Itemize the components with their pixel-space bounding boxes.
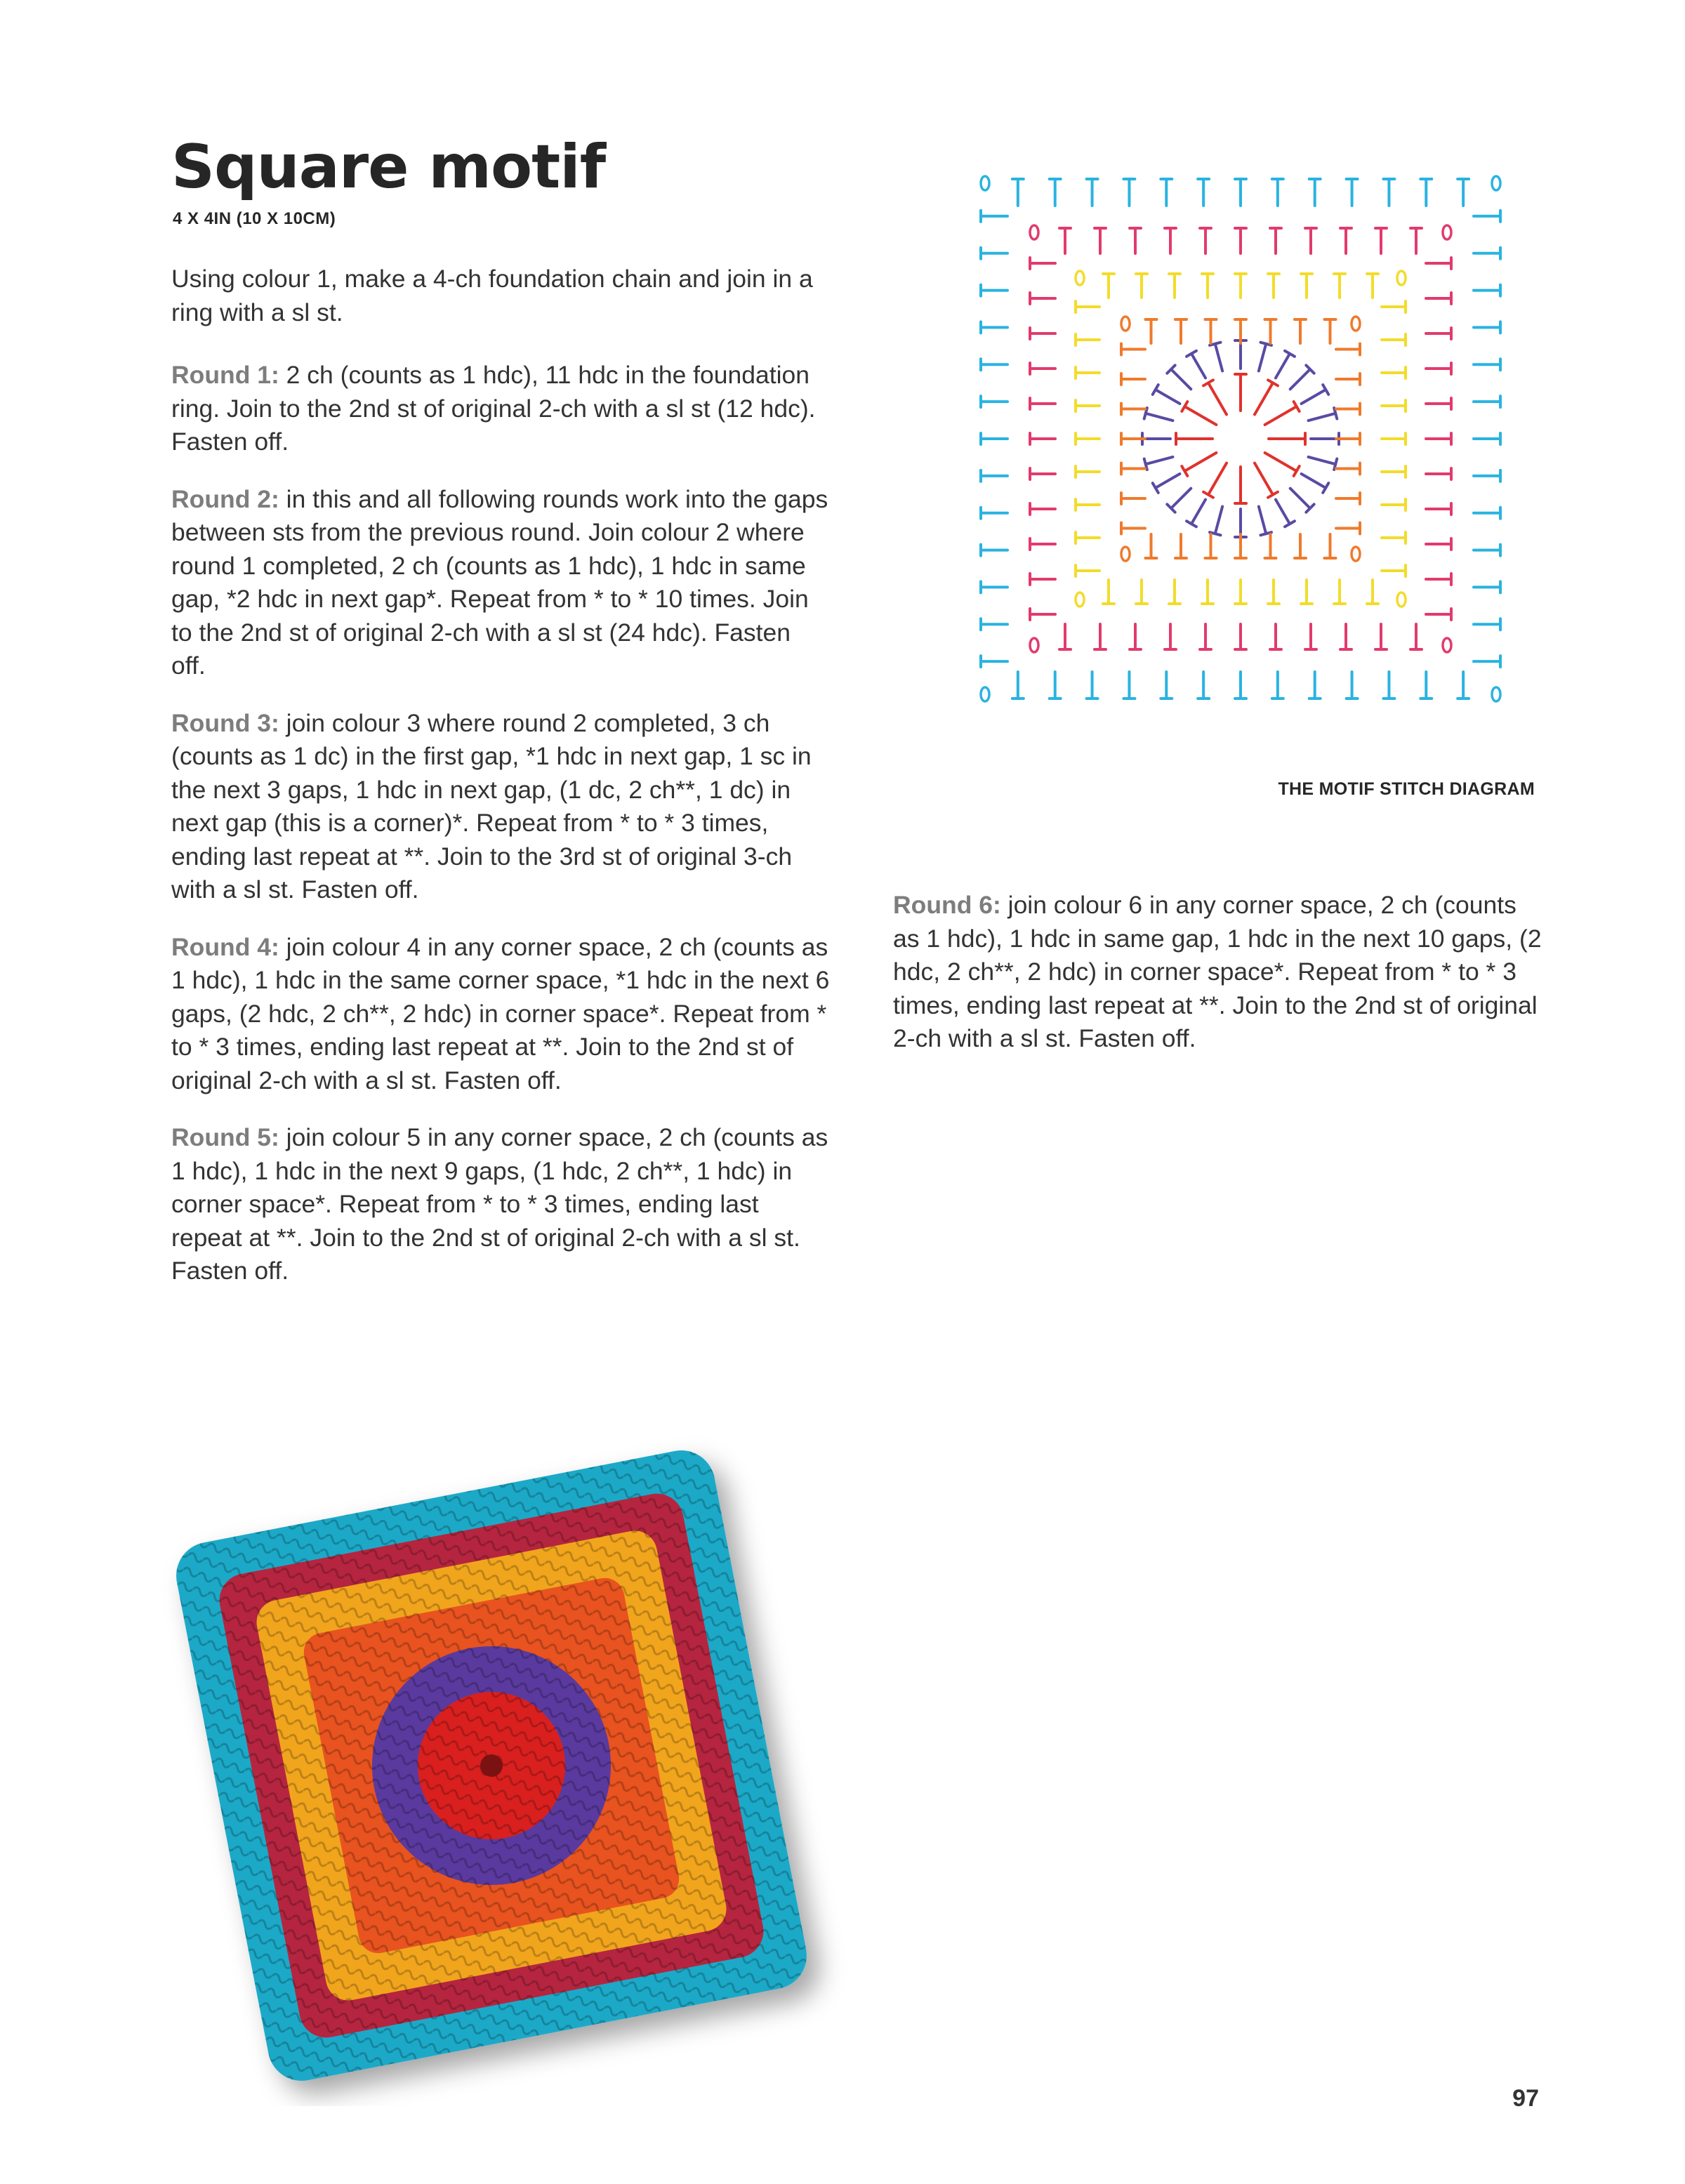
- round-3-stitch-symbol: [1205, 534, 1217, 558]
- chain-stitch-symbol: [981, 687, 989, 701]
- round-2-stitch-symbol: [1167, 365, 1195, 393]
- round-2-stitch-symbol: [1210, 505, 1228, 536]
- round-5-stitch-symbol: [1030, 328, 1055, 339]
- round-6-stitch-symbol: [1198, 672, 1209, 699]
- round-2-stitch-symbol: [1153, 385, 1183, 409]
- round-4-stitch-symbol: [1076, 433, 1099, 444]
- round-6-stitch-symbol: [1474, 508, 1500, 519]
- round-6-stitch-symbol: [1474, 211, 1500, 222]
- round-3-stitch-symbol: [1336, 493, 1360, 504]
- round-5-stitch-symbol: [1030, 433, 1055, 444]
- round-4-stitch-symbol: [1382, 532, 1406, 543]
- round-3-stitch-symbol: [1121, 373, 1145, 385]
- chain-stitch-symbol: [1397, 271, 1406, 285]
- intro-paragraph: Using colour 1, make a 4-ch foundation chain and join in a ring with a sl st.: [171, 265, 813, 326]
- round-6-stitch-symbol: [1474, 656, 1500, 667]
- round-6-stitch-symbol: [1161, 179, 1172, 206]
- round-4-stitch-symbol: [1301, 274, 1312, 298]
- round-3-stitch-symbol: [1336, 463, 1360, 475]
- round-3-stitch-symbol: [1265, 319, 1276, 343]
- round-3-stitch-symbol: [1146, 319, 1157, 343]
- round-6-stitch-symbol: [1474, 470, 1500, 482]
- round-6-stitch-symbol: [981, 581, 1007, 593]
- round-2-stitch-symbol: [1187, 497, 1210, 527]
- round-4-label: Round 4:: [171, 932, 279, 961]
- round-5-stitch-symbol: [1030, 503, 1055, 515]
- instructions-column-left: [171, 263, 831, 1312]
- round-6-stitch-symbol: [1235, 672, 1246, 699]
- round-6-stitch-symbol: [981, 285, 1007, 296]
- round-6-stitch-symbol: [1050, 179, 1061, 206]
- round-5-stitch-symbol: [1095, 228, 1106, 253]
- round-4-stitch-symbol: [1334, 274, 1345, 298]
- round-1-stitch-symbol: [1262, 402, 1300, 430]
- round-2-text: in this and all following rounds work into the gaps between sts from the previous round. Join colour 2 where round 1 completed, 2 ch (counts as 1 hdc), 1 hdc in same gap, *2 hdc in next gap*. Repeat from * to * 10 times. Join to the 2nd st of original 2-ch with a sl st (24 hdc). Fasten off.: [171, 484, 828, 680]
- round-5-stitch-symbol: [1030, 398, 1055, 409]
- round-5-text: join colour 5 in any corner space, 2 ch (counts as 1 hdc), 1 hdc in the next 9 gaps, (1 hdc, 2 ch**, 1 hdc) in corner space*. Repeat from * to * 3 times, ending last repeat at **. Join to the 2nd st of original 2-ch with a sl st. Fasten off.: [171, 1123, 828, 1285]
- round-5-stitch-symbol: [1030, 363, 1055, 374]
- round-5-stitch-symbol: [1426, 398, 1451, 409]
- round-6-stitch-symbol: [981, 211, 1007, 222]
- round-4-paragraph: [171, 931, 831, 1098]
- round-3-stitch-symbol: [1175, 534, 1187, 558]
- round-6-stitch-symbol: [1474, 581, 1500, 593]
- round-2-stitch-symbol: [1187, 351, 1210, 381]
- round-6-stitch-symbol: [1012, 179, 1024, 206]
- round-1-paragraph: [171, 359, 831, 459]
- round-5-stitch-symbol: [1426, 574, 1451, 585]
- round-6-stitch-symbol: [1347, 672, 1358, 699]
- round-5-stitch-symbol: [1305, 228, 1316, 253]
- round-6-stitch-symbol: [1474, 396, 1500, 407]
- motif-size: 4 X 4IN (10 X 10CM): [173, 209, 336, 228]
- round-6-stitch-symbol: [1123, 672, 1135, 699]
- round-5-stitch-symbol: [1030, 609, 1055, 620]
- round-6-stitch-symbol: [1123, 179, 1135, 206]
- round-6-stitch-symbol: [1050, 672, 1061, 699]
- round-1-stitch-symbol: [1176, 433, 1212, 444]
- round-4-stitch-symbol: [1367, 274, 1378, 298]
- round-2-stitch-symbol: [1153, 469, 1183, 493]
- round-3-stitch-symbol: [1336, 404, 1360, 415]
- round-5-stitch-symbol: [1030, 538, 1055, 550]
- round-5-stitch-symbol: [1426, 503, 1451, 515]
- round-5-stitch-symbol: [1340, 228, 1352, 253]
- round-6-stitch-symbol: [1458, 179, 1469, 206]
- round-4-stitch-symbol: [1235, 274, 1246, 298]
- round-3-stitch-symbol: [1175, 319, 1187, 343]
- round-5-stitch-symbol: [1130, 624, 1141, 649]
- round-6-stitch-symbol: [1198, 179, 1209, 206]
- round-6-stitch-symbol: [1474, 545, 1500, 556]
- round-1-text: 2 ch (counts as 1 hdc), 11 hdc in the foundation ring. Join to the 2nd st of original 2-ch with a sl st (12 hdc). Fasten off.: [171, 361, 816, 456]
- round-1-stitch-symbol: [1250, 380, 1278, 417]
- round-3-label: Round 3:: [171, 708, 279, 737]
- round-6-stitch-symbol: [981, 618, 1007, 630]
- round-6-text: join colour 6 in any corner space, 2 ch (counts as 1 hdc), 1 hdc in same gap, 1 hdc in the next 10 gaps, (2 hdc, 2 ch**, 2 hdc) in corner space*. Repeat from * to * 3 times, ending last repeat at **. Join to the 2nd st of original 2-ch with a sl st. Fasten off.: [893, 891, 1542, 1052]
- round-6-stitch-symbol: [1420, 672, 1432, 699]
- crochet-square: [171, 1445, 813, 2087]
- round-1-stitch-symbol: [1235, 467, 1246, 503]
- round-2-stitch-symbol: [1167, 484, 1195, 512]
- round-4-stitch-symbol: [1076, 367, 1099, 378]
- round-4-stitch-symbol: [1169, 580, 1180, 604]
- round-5-stitch-symbol: [1426, 433, 1451, 444]
- round-5-stitch-symbol: [1200, 624, 1211, 649]
- round-4-stitch-symbol: [1136, 274, 1147, 298]
- round-6-stitch-symbol: [1474, 359, 1500, 370]
- round-4-stitch-symbol: [1382, 499, 1406, 510]
- round-5-stitch-symbol: [1165, 228, 1176, 253]
- round-3-stitch-symbol: [1295, 534, 1306, 558]
- round-5-stitch-symbol: [1030, 574, 1055, 585]
- chain-stitch-symbol: [1352, 547, 1360, 561]
- round-4-stitch-symbol: [1382, 400, 1406, 411]
- round-6-stitch-symbol: [981, 322, 1007, 333]
- round-4-stitch-symbol: [1301, 580, 1312, 604]
- round-4-text: join colour 4 in any corner space, 2 ch (counts as 1 hdc), 1 hdc in the same corner space, *1 hdc in the next 6 gaps, (2 hdc, 2 ch**, 2 hdc) in corner space*. Repeat from * to * 3 times, ending last repeat at **. Join to the 2nd st of original 2-ch with a sl st. Fasten off.: [171, 932, 830, 1094]
- instructions-column-right: [893, 889, 1546, 1080]
- round-6-stitch-symbol: [1474, 248, 1500, 259]
- chain-stitch-symbol: [1030, 638, 1038, 652]
- round-1-stitch-symbol: [1269, 433, 1305, 444]
- round-2-stitch-symbol: [1299, 469, 1329, 493]
- round-2-stitch-symbol: [1210, 343, 1228, 373]
- round-5-stitch-symbol: [1095, 624, 1106, 649]
- crochet-square-photo: [119, 1425, 864, 2106]
- round-6-stitch-symbol: [1474, 433, 1500, 444]
- round-4-stitch-symbol: [1136, 580, 1147, 604]
- round-4-stitch-symbol: [1076, 499, 1099, 510]
- round-2-label: Round 2:: [171, 484, 279, 513]
- round-4-stitch-symbol: [1367, 580, 1378, 604]
- round-6-stitch-symbol: [981, 545, 1007, 556]
- round-2-stitch-symbol: [1253, 505, 1271, 536]
- round-4-stitch-symbol: [1076, 301, 1099, 312]
- round-6-stitch-symbol: [1458, 672, 1469, 699]
- round-5-stitch-symbol: [1426, 468, 1451, 479]
- round-4-stitch-symbol: [1268, 274, 1279, 298]
- round-5-stitch-symbol: [1030, 258, 1055, 269]
- round-1-stitch-symbol: [1235, 374, 1246, 411]
- round-6-stitch-symbol: [1347, 179, 1358, 206]
- round-5-stitch-symbol: [1375, 228, 1387, 253]
- stitch-diagram: [951, 137, 1531, 741]
- round-3-stitch-symbol: [1265, 534, 1276, 558]
- round-5-stitch-symbol: [1130, 228, 1141, 253]
- round-3-stitch-symbol: [1121, 404, 1145, 415]
- chain-stitch-symbol: [1443, 638, 1451, 652]
- round-2-stitch-symbol: [1144, 451, 1175, 470]
- round-6-stitch-symbol: [1383, 672, 1394, 699]
- round-5-label: Round 5:: [171, 1123, 279, 1151]
- chain-stitch-symbol: [1121, 317, 1130, 331]
- chain-stitch-symbol: [1443, 225, 1451, 239]
- round-5-stitch-symbol: [1426, 328, 1451, 339]
- round-6-stitch-symbol: [1161, 672, 1172, 699]
- round-1-label: Round 1:: [171, 361, 279, 389]
- round-5-stitch-symbol: [1426, 538, 1451, 550]
- round-1-stitch-symbol: [1262, 448, 1300, 476]
- round-4-stitch-symbol: [1382, 367, 1406, 378]
- round-3-stitch-symbol: [1295, 319, 1306, 343]
- round-2-stitch-symbol: [1144, 408, 1175, 426]
- round-4-stitch-symbol: [1382, 466, 1406, 477]
- chain-stitch-symbol: [1397, 593, 1406, 607]
- round-4-stitch-symbol: [1382, 565, 1406, 576]
- round-4-stitch-symbol: [1076, 400, 1099, 411]
- round-3-stitch-symbol: [1121, 344, 1145, 355]
- round-4-stitch-symbol: [1382, 433, 1406, 444]
- round-3-stitch-symbol: [1336, 523, 1360, 534]
- round-5-stitch-symbol: [1059, 624, 1071, 649]
- round-2-stitch-symbol: [1307, 451, 1337, 470]
- round-3-paragraph: [171, 707, 831, 907]
- round-2-stitch-symbol: [1299, 385, 1329, 409]
- round-6-label: Round 6:: [893, 891, 1001, 919]
- round-6-stitch-symbol: [1012, 672, 1024, 699]
- round-4-stitch-symbol: [1202, 274, 1213, 298]
- round-5-stitch-symbol: [1030, 468, 1055, 479]
- round-3-stitch-symbol: [1205, 319, 1217, 343]
- round-1-stitch-symbol: [1182, 402, 1219, 430]
- round-6-stitch-symbol: [1309, 672, 1321, 699]
- round-6-stitch-symbol: [981, 359, 1007, 370]
- round-5-stitch-symbol: [1340, 624, 1352, 649]
- round-5-stitch-symbol: [1410, 228, 1422, 253]
- round-1-stitch-symbol: [1182, 448, 1219, 476]
- round-5-stitch-symbol: [1235, 228, 1246, 253]
- round-2-paragraph: [171, 483, 831, 683]
- round-6-stitch-symbol: [981, 248, 1007, 259]
- chain-stitch-symbol: [1492, 176, 1500, 190]
- round-5-stitch-symbol: [1059, 228, 1071, 253]
- round-6-stitch-symbol: [1087, 672, 1098, 699]
- round-5-stitch-symbol: [1410, 624, 1422, 649]
- round-4-stitch-symbol: [1076, 466, 1099, 477]
- round-6-stitch-symbol: [1087, 179, 1098, 206]
- round-3-stitch-symbol: [1121, 463, 1145, 475]
- page-number: 97: [1512, 2085, 1539, 2112]
- round-6-stitch-symbol: [1272, 179, 1283, 206]
- round-4-stitch-symbol: [1103, 580, 1114, 604]
- chain-stitch-symbol: [1076, 593, 1084, 607]
- round-6-stitch-symbol: [1309, 179, 1321, 206]
- chain-stitch-symbol: [1030, 225, 1038, 239]
- round-5-stitch-symbol: [1200, 228, 1211, 253]
- round-6-stitch-symbol: [1474, 618, 1500, 630]
- round-4-stitch-symbol: [1382, 301, 1406, 312]
- round-5-stitch-symbol: [1305, 624, 1316, 649]
- round-6-stitch-symbol: [1420, 179, 1432, 206]
- round-5-stitch-symbol: [1426, 293, 1451, 304]
- round-6-stitch-symbol: [1383, 179, 1394, 206]
- round-1-stitch-symbol: [1203, 380, 1231, 417]
- round-3-stitch-symbol: [1336, 344, 1360, 355]
- round-6-stitch-symbol: [981, 656, 1007, 667]
- round-4-stitch-symbol: [1076, 334, 1099, 345]
- round-6-stitch-symbol: [981, 508, 1007, 519]
- round-6-stitch-symbol: [981, 470, 1007, 482]
- chain-stitch-symbol: [1076, 271, 1084, 285]
- round-4-stitch-symbol: [1076, 565, 1099, 576]
- round-3-stitch-symbol: [1336, 373, 1360, 385]
- round-6-paragraph: [893, 889, 1546, 1056]
- round-3-stitch-symbol: [1121, 523, 1145, 534]
- round-4-stitch-symbol: [1235, 580, 1246, 604]
- round-5-stitch-symbol: [1426, 609, 1451, 620]
- round-2-stitch-symbol: [1271, 351, 1295, 381]
- round-2-stitch-symbol: [1286, 365, 1314, 393]
- round-4-stitch-symbol: [1076, 532, 1099, 543]
- round-3-text: join colour 3 where round 2 completed, 3 ch (counts as 1 dc) in the first gap, *1 hdc in next gap, 1 sc in the next 3 gaps, 1 hdc in next gap, (1 dc, 2 ch**, 1 dc) in next gap (this is a corner)*. Repeat from * to * 3 times, ending last repeat at **. Join to the 3rd st of original 3-ch with a sl st. Fasten off.: [171, 708, 812, 904]
- round-2-stitch-symbol: [1307, 408, 1337, 426]
- round-5-stitch-symbol: [1426, 258, 1451, 269]
- round-5-stitch-symbol: [1270, 228, 1281, 253]
- round-4-stitch-symbol: [1103, 274, 1114, 298]
- chain-stitch-symbol: [1352, 317, 1360, 331]
- round-4-stitch-symbol: [1268, 580, 1279, 604]
- round-6-stitch-symbol: [981, 396, 1007, 407]
- round-4-stitch-symbol: [1334, 580, 1345, 604]
- round-5-stitch-symbol: [1030, 293, 1055, 304]
- round-5-stitch-symbol: [1375, 624, 1387, 649]
- round-6-stitch-symbol: [1474, 322, 1500, 333]
- round-5-stitch-symbol: [1270, 624, 1281, 649]
- page-title: Square motif: [171, 132, 606, 202]
- round-4-stitch-symbol: [1202, 580, 1213, 604]
- round-4-stitch-symbol: [1169, 274, 1180, 298]
- round-3-stitch-symbol: [1325, 534, 1336, 558]
- chain-stitch-symbol: [1121, 547, 1130, 561]
- round-6-stitch-symbol: [1474, 285, 1500, 296]
- diagram-caption: THE MOTIF STITCH DIAGRAM: [1278, 779, 1535, 799]
- chain-stitch-symbol: [981, 176, 989, 190]
- round-6-stitch-symbol: [1235, 179, 1246, 206]
- round-2-stitch-symbol: [1253, 343, 1271, 373]
- round-3-stitch-symbol: [1325, 319, 1336, 343]
- round-3-stitch-symbol: [1121, 493, 1145, 504]
- round-5-stitch-symbol: [1165, 624, 1176, 649]
- round-3-stitch-symbol: [1146, 534, 1157, 558]
- round-6-stitch-symbol: [1272, 672, 1283, 699]
- round-1-stitch-symbol: [1203, 461, 1231, 498]
- round-1-stitch-symbol: [1250, 461, 1278, 498]
- round-5-stitch-symbol: [1426, 363, 1451, 374]
- round-6-stitch-symbol: [981, 433, 1007, 444]
- round-2-stitch-symbol: [1271, 497, 1295, 527]
- round-4-stitch-symbol: [1382, 334, 1406, 345]
- round-5-stitch-symbol: [1235, 624, 1246, 649]
- round-2-stitch-symbol: [1286, 484, 1314, 512]
- round-5-paragraph: [171, 1121, 831, 1288]
- chain-stitch-symbol: [1492, 687, 1500, 701]
